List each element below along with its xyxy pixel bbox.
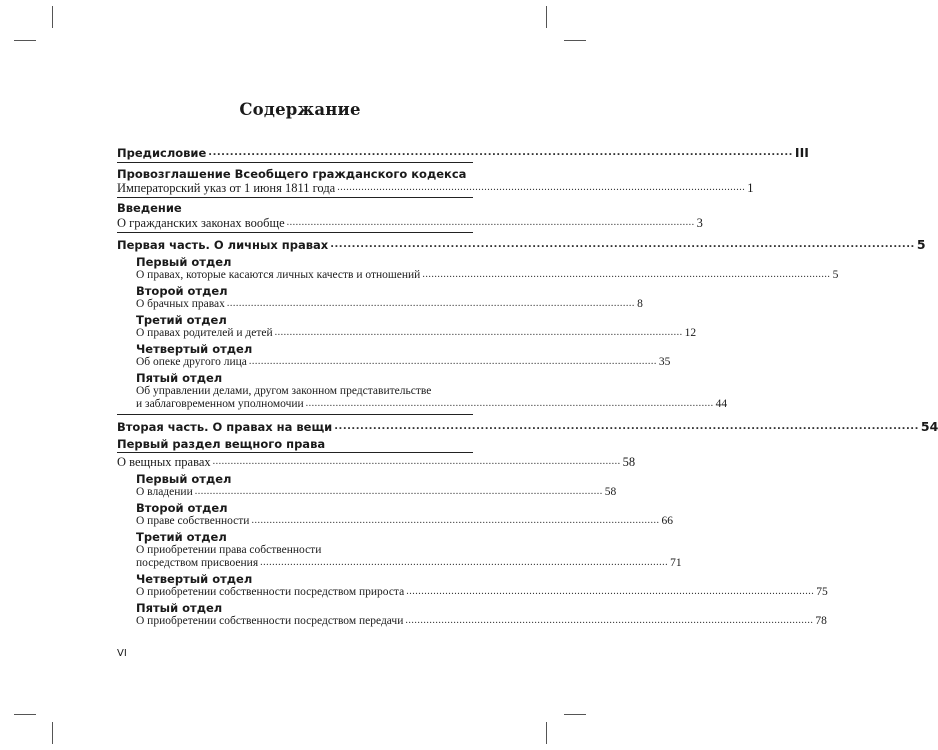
toc-entry-preface[interactable] [117,145,809,160]
divider [117,232,473,233]
dot-leader: ........................................................................................................................................ [406,586,815,597]
dot-leader: ........................................................................................................................................ [212,456,621,467]
toc-entry[interactable] [136,514,673,528]
page-number: III [794,145,809,160]
dot-leader: ........................................................................................................................................ [226,298,635,309]
toc-entry-decree[interactable] [117,181,754,195]
dot-leader: ........................................................................................................................................ [248,356,657,367]
dot-leader: ........................................................................................................................................ [286,217,695,228]
toc-entry-line: Об управлении делами, другом законном представительстве [136,385,432,397]
toc-section-heading: Пятый отдел [136,601,223,615]
dot-leader: ........................................................................................................................................ [251,515,660,526]
toc-section-heading: Третий отдел [136,530,227,544]
divider [117,162,473,163]
dot-leader: ........................................................................................................................................ [337,182,746,193]
toc-heading-proclamation: Провозглашение Всеобщего гражданского кодекса [117,167,467,181]
toc-label: О приобретении собственности посредством передачи [136,615,404,627]
toc-label: Первая часть. О личных правах [117,238,329,252]
page-number: 12 [684,327,697,339]
page-number: 5 [832,269,839,281]
dot-leader: ........................................................................................................................................ [334,421,919,432]
dot-leader: ........................................................................................................................................ [305,398,714,409]
toc-section-heading: Пятый отдел [136,371,223,385]
divider [117,197,473,198]
page-number: 71 [670,557,682,569]
toc-label: посредством присвоения [136,557,259,569]
page-number: 78 [815,615,827,627]
toc-entry-real-rights[interactable] [117,455,636,469]
page-number: 5 [916,237,926,252]
toc-entry[interactable] [136,297,643,311]
page-number: 54 [920,419,938,434]
toc-section-heading: Четвертый отдел [136,342,253,356]
toc-section-heading: Первый отдел [136,255,232,269]
page-number: 58 [622,455,636,469]
page-number: 58 [604,486,617,498]
dot-leader: ........................................................................................................................................ [208,147,793,158]
toc-entry[interactable] [136,268,839,282]
toc-section-heading: Третий отдел [136,313,227,327]
page-number: 75 [816,586,828,598]
dot-leader: ........................................................................................................................................ [260,557,669,568]
toc-entry-civil-laws[interactable] [117,216,703,230]
page-number: 8 [637,298,643,310]
page-title: Содержание [239,100,361,119]
toc-section-heading: Второй отдел [136,284,228,298]
page-number: 44 [715,398,728,410]
toc-label: Об опеке другого лица [136,356,247,368]
divider [117,414,473,415]
toc-section-heading: Первый отдел [136,472,232,486]
toc-label: О гражданских законах вообще [117,216,285,230]
toc-heading-introduction: Введение [117,201,182,215]
toc-entry-part2[interactable] [117,419,938,434]
toc-entry[interactable] [136,556,682,570]
toc-label: О правах, которые касаются личных качеств и отношений [136,269,421,281]
toc-label: О приобретении собственности посредством прироста [136,586,405,598]
toc-label: Вторая часть. О правах на вещи [117,420,333,434]
toc-entry-line: О приобретении права собственности [136,544,322,556]
toc-label: О правах родителей и детей [136,327,273,339]
toc-label: Императорский указ от 1 июня 1811 года [117,181,336,195]
toc-label: О праве собственности [136,515,250,527]
dot-leader: ........................................................................................................................................ [194,486,603,497]
divider [117,452,473,453]
toc-heading-division: Первый раздел вещного права [117,437,326,451]
dot-leader: ........................................................................................................................................ [405,615,814,626]
toc-label: О владении [136,486,193,498]
toc-entry[interactable] [136,326,697,340]
toc-entry[interactable] [136,485,617,499]
dot-leader: ........................................................................................................................................ [274,327,683,338]
page-number: 3 [696,216,703,230]
page-number: 35 [658,356,671,368]
page-number: 1 [747,181,754,195]
toc-entry-part1[interactable] [117,237,926,252]
page-folio: VI [117,648,127,659]
toc-entry[interactable] [136,397,728,411]
toc-label: Предисловие [117,146,207,160]
dot-leader: ........................................................................................................................................ [330,239,915,250]
toc-label: О вещных правах [117,455,211,469]
dot-leader: ........................................................................................................................................ [422,269,831,280]
toc-label: О брачных правах [136,298,225,310]
toc-section-heading: Четвертый отдел [136,572,253,586]
toc-section-heading: Второй отдел [136,501,228,515]
page-number: 66 [661,515,673,527]
toc-entry[interactable] [136,614,827,628]
toc-entry[interactable] [136,585,828,599]
toc-entry[interactable] [136,355,671,369]
toc-label: и заблаговременном уполномочии [136,398,304,410]
